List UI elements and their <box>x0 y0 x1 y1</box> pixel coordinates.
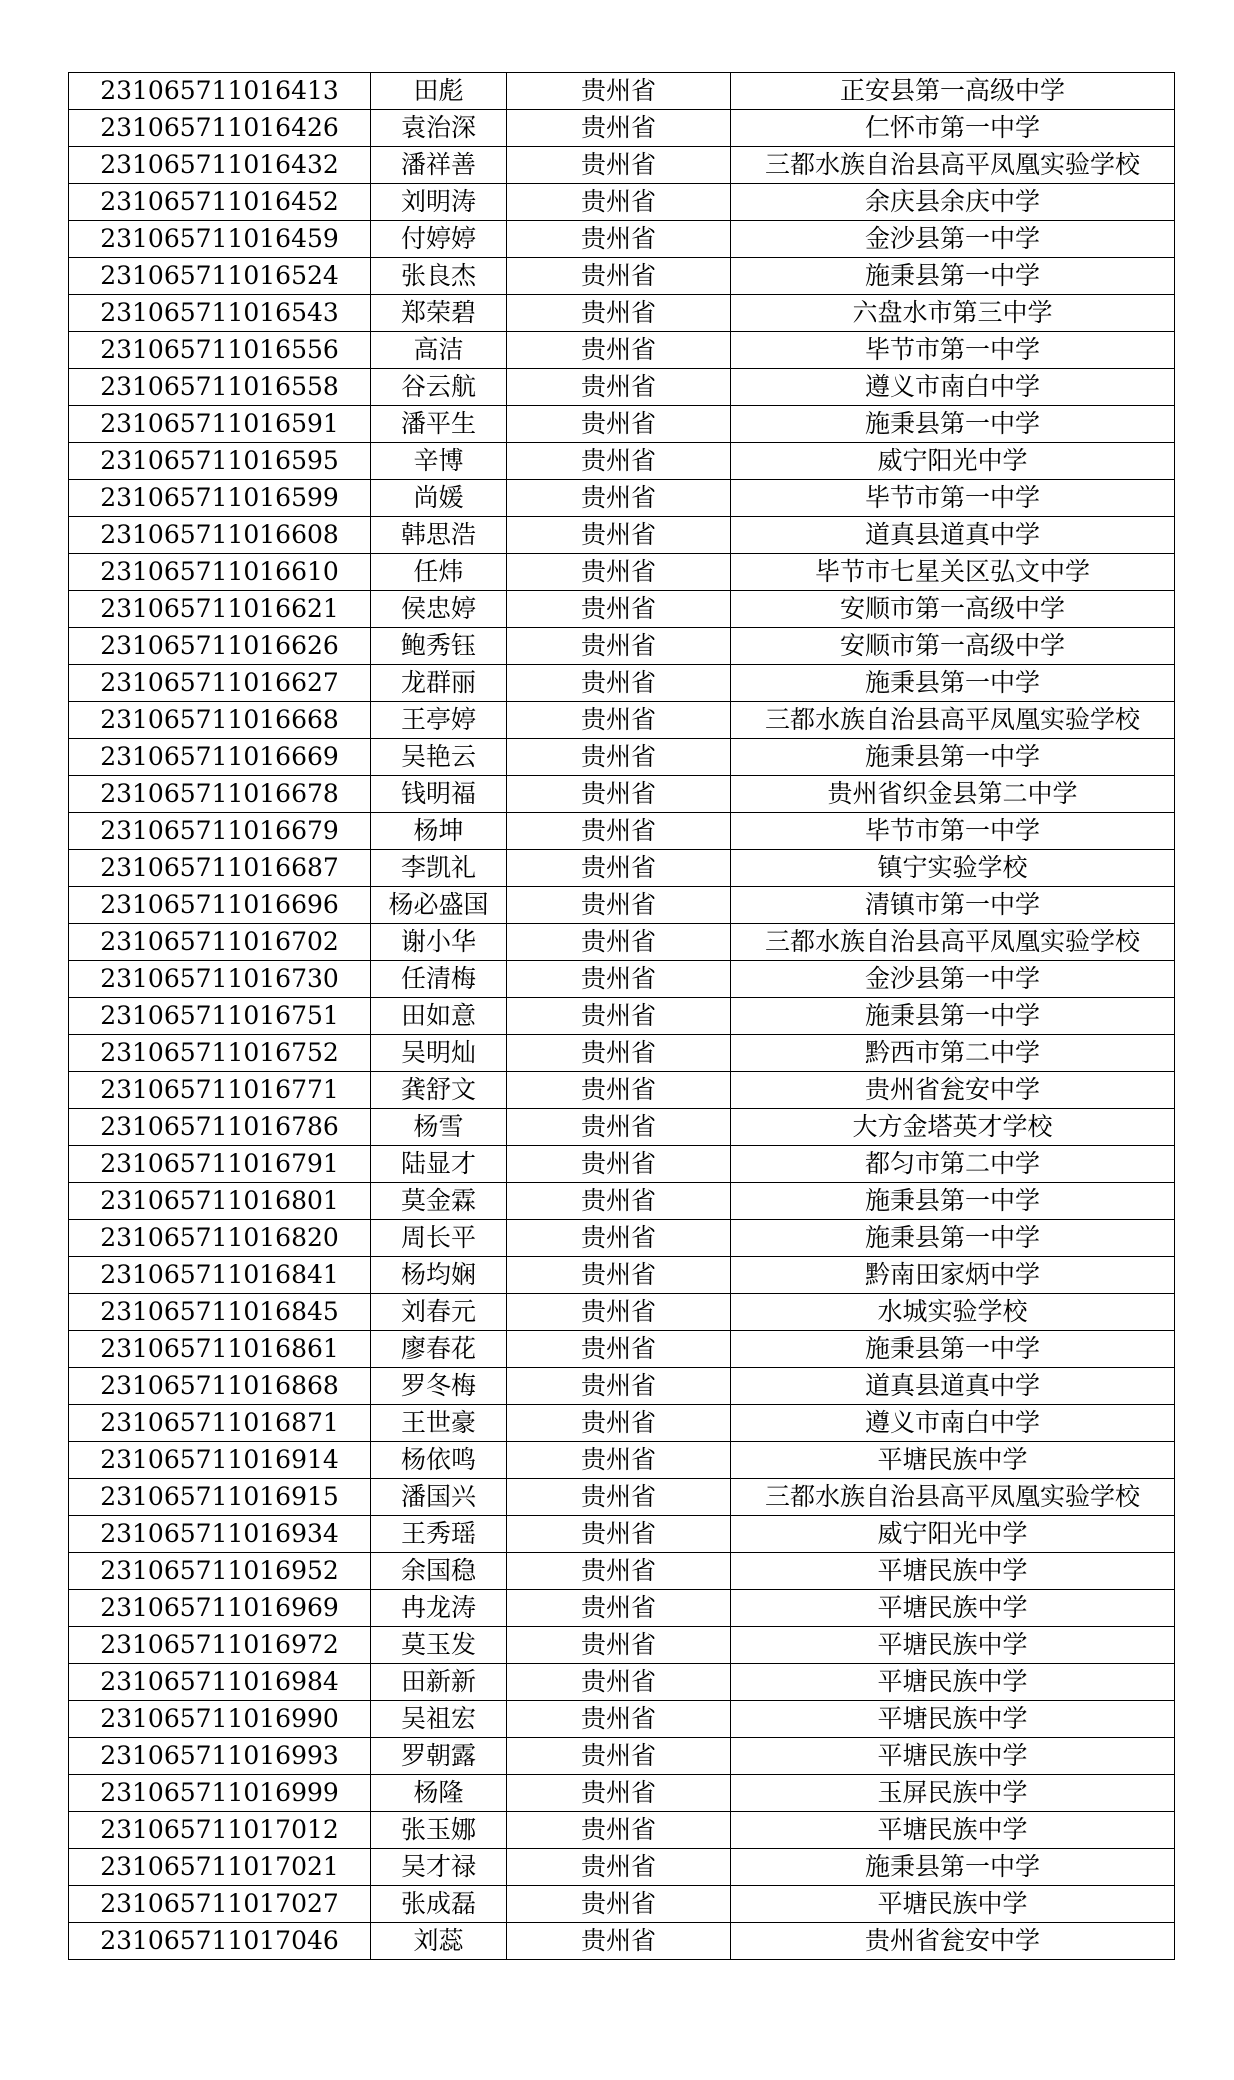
exam-id-cell: 231065711016558 <box>69 369 371 406</box>
name-cell: 鲍秀钰 <box>371 628 507 665</box>
name-cell: 高洁 <box>371 332 507 369</box>
province-cell: 贵州省 <box>507 1183 731 1220</box>
name-cell: 任清梅 <box>371 961 507 998</box>
exam-id-cell: 231065711017021 <box>69 1849 371 1886</box>
exam-id-cell: 231065711016452 <box>69 184 371 221</box>
name-cell: 郑荣碧 <box>371 295 507 332</box>
province-cell: 贵州省 <box>507 554 731 591</box>
province-cell: 贵州省 <box>507 924 731 961</box>
school-cell: 安顺市第一高级中学 <box>731 591 1175 628</box>
exam-id-cell: 231065711016626 <box>69 628 371 665</box>
province-cell: 贵州省 <box>507 1479 731 1516</box>
school-cell: 毕节市第一中学 <box>731 813 1175 850</box>
table-row <box>69 1072 1175 1109</box>
exam-id-cell: 231065711016801 <box>69 1183 371 1220</box>
exam-id-cell: 231065711016426 <box>69 110 371 147</box>
exam-id-cell: 231065711016752 <box>69 1035 371 1072</box>
exam-id-cell: 231065711016432 <box>69 147 371 184</box>
table-row <box>69 1479 1175 1516</box>
name-cell: 李凯礼 <box>371 850 507 887</box>
province-cell: 贵州省 <box>507 1775 731 1812</box>
school-cell: 贵州省瓮安中学 <box>731 1072 1175 1109</box>
province-cell: 贵州省 <box>507 1664 731 1701</box>
table-row <box>69 1368 1175 1405</box>
exam-id-cell: 231065711016969 <box>69 1590 371 1627</box>
name-cell: 吴祖宏 <box>371 1701 507 1738</box>
province-cell: 贵州省 <box>507 1701 731 1738</box>
school-cell: 施秉县第一中学 <box>731 1849 1175 1886</box>
name-cell: 侯忠婷 <box>371 591 507 628</box>
table-row <box>69 480 1175 517</box>
table-row <box>69 1516 1175 1553</box>
province-cell: 贵州省 <box>507 406 731 443</box>
table-row <box>69 1183 1175 1220</box>
name-cell: 莫金霖 <box>371 1183 507 1220</box>
school-cell: 平塘民族中学 <box>731 1812 1175 1849</box>
province-cell: 贵州省 <box>507 739 731 776</box>
province-cell: 贵州省 <box>507 1331 731 1368</box>
province-cell: 贵州省 <box>507 1627 731 1664</box>
province-cell: 贵州省 <box>507 110 731 147</box>
exam-id-cell: 231065711016668 <box>69 702 371 739</box>
name-cell: 尚媛 <box>371 480 507 517</box>
province-cell: 贵州省 <box>507 776 731 813</box>
table-row <box>69 739 1175 776</box>
school-cell: 施秉县第一中学 <box>731 665 1175 702</box>
exam-id-cell: 231065711016595 <box>69 443 371 480</box>
province-cell: 贵州省 <box>507 1590 731 1627</box>
exam-id-cell: 231065711016993 <box>69 1738 371 1775</box>
table-row <box>69 73 1175 110</box>
name-cell: 莫玉发 <box>371 1627 507 1664</box>
school-cell: 安顺市第一高级中学 <box>731 628 1175 665</box>
school-cell: 平塘民族中学 <box>731 1664 1175 1701</box>
school-cell: 水城实验学校 <box>731 1294 1175 1331</box>
exam-id-cell: 231065711016591 <box>69 406 371 443</box>
province-cell: 贵州省 <box>507 998 731 1035</box>
school-cell: 施秉县第一中学 <box>731 406 1175 443</box>
name-cell: 吴明灿 <box>371 1035 507 1072</box>
table-row <box>69 184 1175 221</box>
name-cell: 潘祥善 <box>371 147 507 184</box>
table-row <box>69 1331 1175 1368</box>
province-cell: 贵州省 <box>507 850 731 887</box>
province-cell: 贵州省 <box>507 1368 731 1405</box>
table-row <box>69 1923 1175 1960</box>
exam-id-cell: 231065711016972 <box>69 1627 371 1664</box>
table-row <box>69 110 1175 147</box>
school-cell: 平塘民族中学 <box>731 1701 1175 1738</box>
name-cell: 龙群丽 <box>371 665 507 702</box>
name-cell: 付婷婷 <box>371 221 507 258</box>
name-cell: 张良杰 <box>371 258 507 295</box>
table-row <box>69 1109 1175 1146</box>
name-cell: 冉龙涛 <box>371 1590 507 1627</box>
school-cell: 施秉县第一中学 <box>731 1331 1175 1368</box>
name-cell: 钱明福 <box>371 776 507 813</box>
exam-id-cell: 231065711016984 <box>69 1664 371 1701</box>
table-row <box>69 591 1175 628</box>
name-cell: 谷云航 <box>371 369 507 406</box>
name-cell: 韩思浩 <box>371 517 507 554</box>
school-cell: 毕节市第一中学 <box>731 480 1175 517</box>
table-row <box>69 1257 1175 1294</box>
name-cell: 陆显才 <box>371 1146 507 1183</box>
table-row <box>69 1664 1175 1701</box>
school-cell: 贵州省瓮安中学 <box>731 1923 1175 1960</box>
province-cell: 贵州省 <box>507 1072 731 1109</box>
school-cell: 威宁阳光中学 <box>731 1516 1175 1553</box>
table-row <box>69 1812 1175 1849</box>
table-row <box>69 1849 1175 1886</box>
name-cell: 周长平 <box>371 1220 507 1257</box>
exam-id-cell: 231065711017012 <box>69 1812 371 1849</box>
school-cell: 仁怀市第一中学 <box>731 110 1175 147</box>
exam-id-cell: 231065711016696 <box>69 887 371 924</box>
school-cell: 毕节市七星关区弘文中学 <box>731 554 1175 591</box>
school-cell: 道真县道真中学 <box>731 1368 1175 1405</box>
exam-id-cell: 231065711016543 <box>69 295 371 332</box>
table-row <box>69 1701 1175 1738</box>
exam-id-cell: 231065711017027 <box>69 1886 371 1923</box>
name-cell: 刘春元 <box>371 1294 507 1331</box>
province-cell: 贵州省 <box>507 1738 731 1775</box>
school-cell: 威宁阳光中学 <box>731 443 1175 480</box>
school-cell: 贵州省织金县第二中学 <box>731 776 1175 813</box>
exam-id-cell: 231065711016751 <box>69 998 371 1035</box>
name-cell: 杨均娴 <box>371 1257 507 1294</box>
name-cell: 廖春花 <box>371 1331 507 1368</box>
exam-id-cell: 231065711016608 <box>69 517 371 554</box>
province-cell: 贵州省 <box>507 184 731 221</box>
table-row <box>69 258 1175 295</box>
province-cell: 贵州省 <box>507 480 731 517</box>
school-cell: 黔西市第二中学 <box>731 1035 1175 1072</box>
table-row <box>69 517 1175 554</box>
table-row <box>69 1146 1175 1183</box>
province-cell: 贵州省 <box>507 369 731 406</box>
school-cell: 金沙县第一中学 <box>731 961 1175 998</box>
school-cell: 平塘民族中学 <box>731 1738 1175 1775</box>
name-cell: 田彪 <box>371 73 507 110</box>
table-row <box>69 887 1175 924</box>
school-cell: 施秉县第一中学 <box>731 998 1175 1035</box>
school-cell: 道真县道真中学 <box>731 517 1175 554</box>
exam-id-cell: 231065711016861 <box>69 1331 371 1368</box>
name-cell: 张成磊 <box>371 1886 507 1923</box>
table-row <box>69 1627 1175 1664</box>
province-cell: 贵州省 <box>507 1849 731 1886</box>
exam-id-cell: 231065711016599 <box>69 480 371 517</box>
name-cell: 吴才禄 <box>371 1849 507 1886</box>
table-row <box>69 1553 1175 1590</box>
school-cell: 平塘民族中学 <box>731 1886 1175 1923</box>
exam-id-cell: 231065711016621 <box>69 591 371 628</box>
school-cell: 黔南田家炳中学 <box>731 1257 1175 1294</box>
province-cell: 贵州省 <box>507 665 731 702</box>
province-cell: 贵州省 <box>507 295 731 332</box>
table-row <box>69 1035 1175 1072</box>
province-cell: 贵州省 <box>507 332 731 369</box>
school-cell: 平塘民族中学 <box>731 1553 1175 1590</box>
table-row <box>69 369 1175 406</box>
school-cell: 清镇市第一中学 <box>731 887 1175 924</box>
exam-id-cell: 231065711016459 <box>69 221 371 258</box>
table-row <box>69 1442 1175 1479</box>
school-cell: 三都水族自治县高平凤凰实验学校 <box>731 924 1175 961</box>
school-cell: 六盘水市第三中学 <box>731 295 1175 332</box>
province-cell: 贵州省 <box>507 147 731 184</box>
exam-id-cell: 231065711016687 <box>69 850 371 887</box>
table-row <box>69 1738 1175 1775</box>
name-cell: 辛博 <box>371 443 507 480</box>
school-cell: 施秉县第一中学 <box>731 258 1175 295</box>
school-cell: 施秉县第一中学 <box>731 1220 1175 1257</box>
school-cell: 大方金塔英才学校 <box>731 1109 1175 1146</box>
name-cell: 王世豪 <box>371 1405 507 1442</box>
name-cell: 罗朝露 <box>371 1738 507 1775</box>
province-cell: 贵州省 <box>507 702 731 739</box>
exam-id-cell: 231065711016868 <box>69 1368 371 1405</box>
table-row <box>69 295 1175 332</box>
name-cell: 谢小华 <box>371 924 507 961</box>
name-cell: 杨依鸣 <box>371 1442 507 1479</box>
exam-id-cell: 231065711016771 <box>69 1072 371 1109</box>
province-cell: 贵州省 <box>507 73 731 110</box>
table-row <box>69 850 1175 887</box>
name-cell: 余国稳 <box>371 1553 507 1590</box>
exam-id-cell: 231065711016841 <box>69 1257 371 1294</box>
province-cell: 贵州省 <box>507 1146 731 1183</box>
table-row <box>69 813 1175 850</box>
name-cell: 刘明涛 <box>371 184 507 221</box>
school-cell: 施秉县第一中学 <box>731 1183 1175 1220</box>
name-cell: 龚舒文 <box>371 1072 507 1109</box>
exam-id-cell: 231065711016990 <box>69 1701 371 1738</box>
exam-id-cell: 231065711016999 <box>69 1775 371 1812</box>
province-cell: 贵州省 <box>507 1257 731 1294</box>
exam-id-cell: 231065711016679 <box>69 813 371 850</box>
exam-id-cell: 231065711016610 <box>69 554 371 591</box>
province-cell: 贵州省 <box>507 1923 731 1960</box>
exam-id-cell: 231065711017046 <box>69 1923 371 1960</box>
province-cell: 贵州省 <box>507 591 731 628</box>
exam-id-cell: 231065711016791 <box>69 1146 371 1183</box>
province-cell: 贵州省 <box>507 1812 731 1849</box>
table-row <box>69 1886 1175 1923</box>
province-cell: 贵州省 <box>507 258 731 295</box>
school-cell: 余庆县余庆中学 <box>731 184 1175 221</box>
school-cell: 金沙县第一中学 <box>731 221 1175 258</box>
roster-table-body <box>69 73 1175 1960</box>
school-cell: 平塘民族中学 <box>731 1442 1175 1479</box>
table-row <box>69 776 1175 813</box>
exam-id-cell: 231065711016820 <box>69 1220 371 1257</box>
school-cell: 遵义市南白中学 <box>731 1405 1175 1442</box>
exam-id-cell: 231065711016702 <box>69 924 371 961</box>
table-row <box>69 1590 1175 1627</box>
school-cell: 镇宁实验学校 <box>731 850 1175 887</box>
name-cell: 张玉娜 <box>371 1812 507 1849</box>
table-row <box>69 554 1175 591</box>
province-cell: 贵州省 <box>507 1220 731 1257</box>
table-row <box>69 1775 1175 1812</box>
exam-id-cell: 231065711016413 <box>69 73 371 110</box>
table-row <box>69 406 1175 443</box>
name-cell: 刘蕊 <box>371 1923 507 1960</box>
table-row <box>69 1294 1175 1331</box>
name-cell: 潘国兴 <box>371 1479 507 1516</box>
table-row <box>69 665 1175 702</box>
province-cell: 贵州省 <box>507 1553 731 1590</box>
exam-id-cell: 231065711016934 <box>69 1516 371 1553</box>
name-cell: 田如意 <box>371 998 507 1035</box>
roster-table <box>68 72 1175 1960</box>
exam-id-cell: 231065711016627 <box>69 665 371 702</box>
name-cell: 杨必盛国 <box>371 887 507 924</box>
exam-id-cell: 231065711016915 <box>69 1479 371 1516</box>
province-cell: 贵州省 <box>507 443 731 480</box>
exam-id-cell: 231065711016669 <box>69 739 371 776</box>
school-cell: 三都水族自治县高平凤凰实验学校 <box>731 147 1175 184</box>
exam-id-cell: 231065711016952 <box>69 1553 371 1590</box>
province-cell: 贵州省 <box>507 1294 731 1331</box>
province-cell: 贵州省 <box>507 1442 731 1479</box>
school-cell: 三都水族自治县高平凤凰实验学校 <box>731 702 1175 739</box>
name-cell: 罗冬梅 <box>371 1368 507 1405</box>
exam-id-cell: 231065711016730 <box>69 961 371 998</box>
name-cell: 王亭婷 <box>371 702 507 739</box>
exam-id-cell: 231065711016556 <box>69 332 371 369</box>
table-row <box>69 1220 1175 1257</box>
exam-id-cell: 231065711016678 <box>69 776 371 813</box>
province-cell: 贵州省 <box>507 221 731 258</box>
table-row <box>69 628 1175 665</box>
province-cell: 贵州省 <box>507 813 731 850</box>
province-cell: 贵州省 <box>507 1516 731 1553</box>
school-cell: 都匀市第二中学 <box>731 1146 1175 1183</box>
table-row <box>69 998 1175 1035</box>
name-cell: 杨坤 <box>371 813 507 850</box>
table-row <box>69 332 1175 369</box>
table-row <box>69 147 1175 184</box>
name-cell: 潘平生 <box>371 406 507 443</box>
province-cell: 贵州省 <box>507 517 731 554</box>
province-cell: 贵州省 <box>507 628 731 665</box>
name-cell: 杨雪 <box>371 1109 507 1146</box>
school-cell: 毕节市第一中学 <box>731 332 1175 369</box>
name-cell: 王秀瑶 <box>371 1516 507 1553</box>
exam-id-cell: 231065711016524 <box>69 258 371 295</box>
school-cell: 遵义市南白中学 <box>731 369 1175 406</box>
table-row <box>69 961 1175 998</box>
name-cell: 田新新 <box>371 1664 507 1701</box>
school-cell: 平塘民族中学 <box>731 1627 1175 1664</box>
province-cell: 贵州省 <box>507 1109 731 1146</box>
province-cell: 贵州省 <box>507 961 731 998</box>
name-cell: 吴艳云 <box>371 739 507 776</box>
name-cell: 杨隆 <box>371 1775 507 1812</box>
table-row <box>69 1405 1175 1442</box>
province-cell: 贵州省 <box>507 1035 731 1072</box>
table-row <box>69 221 1175 258</box>
school-cell: 玉屏民族中学 <box>731 1775 1175 1812</box>
school-cell: 三都水族自治县高平凤凰实验学校 <box>731 1479 1175 1516</box>
school-cell: 施秉县第一中学 <box>731 739 1175 776</box>
table-row <box>69 924 1175 961</box>
name-cell: 袁治深 <box>371 110 507 147</box>
exam-id-cell: 231065711016871 <box>69 1405 371 1442</box>
province-cell: 贵州省 <box>507 1405 731 1442</box>
exam-id-cell: 231065711016786 <box>69 1109 371 1146</box>
school-cell: 平塘民族中学 <box>731 1590 1175 1627</box>
table-row <box>69 702 1175 739</box>
name-cell: 任炜 <box>371 554 507 591</box>
exam-id-cell: 231065711016914 <box>69 1442 371 1479</box>
province-cell: 贵州省 <box>507 1886 731 1923</box>
exam-id-cell: 231065711016845 <box>69 1294 371 1331</box>
province-cell: 贵州省 <box>507 887 731 924</box>
table-row <box>69 443 1175 480</box>
school-cell: 正安县第一高级中学 <box>731 73 1175 110</box>
